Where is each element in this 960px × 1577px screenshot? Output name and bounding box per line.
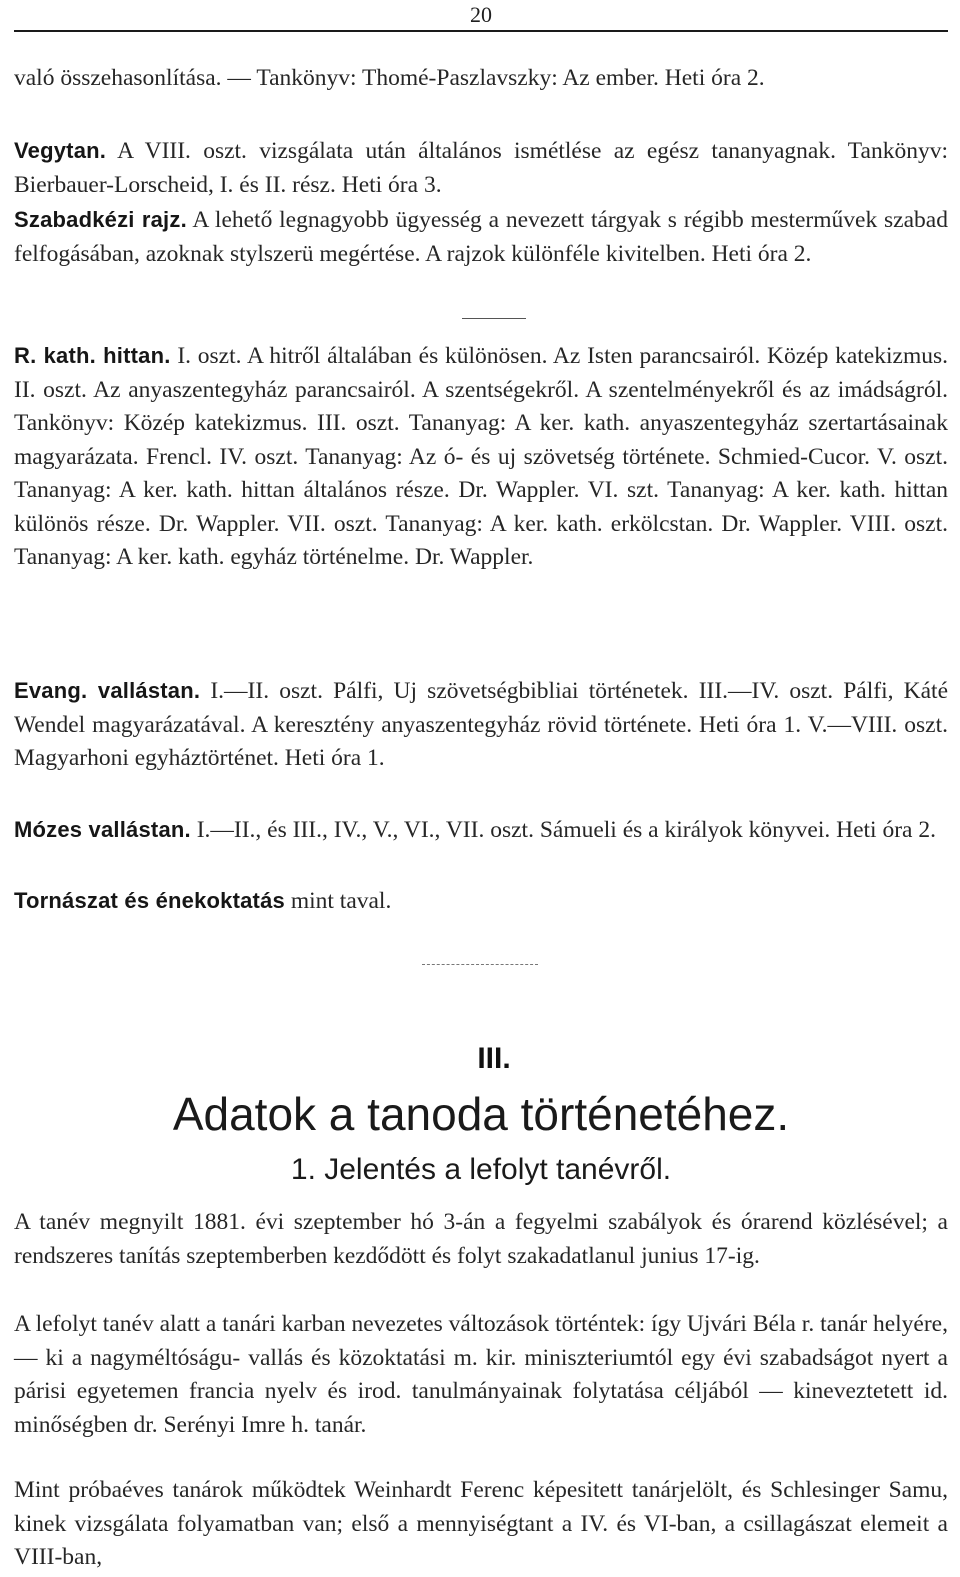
chapter-title: Adatok a tanoda történetéhez. bbox=[172, 1088, 790, 1140]
report-paragraph: A tanév megnyilt 1881. évi szeptember hó 3-án a fegyelmi szabályok és órarend közlésével; a rendszeres tanítás szeptemberben kezdődött és folyt szakadatlanul junius 17-ig. bbox=[14, 1209, 948, 1269]
page-number: 20 bbox=[470, 2, 492, 27]
subject-name: Szabadkézi rajz. bbox=[14, 207, 187, 232]
subject-paragraph-mozes-vallastan bbox=[14, 813, 948, 848]
separator-rule bbox=[462, 318, 526, 319]
subject-paragraph-evang-vallastan bbox=[14, 674, 948, 776]
report-paragraph: Mint próbaéves tanárok működtek Weinhardt Ferenc képesitett tanárjelölt, és Schlesinger Samu, kinek vizsgálata folyamatban van; első a mennyiségtant a IV. és VI-ban, a csillagászat elemeit a VIII-ban, bbox=[14, 1477, 948, 1570]
subject-text: I. oszt. A hitről általában és különösen. Az Isten parancsairól. Közép katekizmus. II. oszt. Az anyaszentegyház parancsairól. A szentségekről. A szentelményekről és az imádságról. Tankönyv: Közép katekizmus. III. oszt. Tananyag: A ker. kath. anyaszentegyház szertartásainak magyarázata. Frencl. IV. oszt. Tananyag: Az ó- és uj szövetség története. Schmied-Cucor. V. oszt. Tananyag: A ker. kath. hittan általános része. Dr. Wappler. VI. szt. Tananyag: A ker. kath. hittan különös része. Dr. Wappler. VII. oszt. Tananyag: A ker. kath. erkölcstan. Dr. Wappler. VIII. oszt. Tananyag: A ker. kath. egyház történelme. Dr. Wappler. bbox=[14, 343, 948, 570]
subject-text: A lehető legnagyobb ügyesség a nevezett tárgyak s régibb mesterművek szabad felfogásában, azoknak stylszerü megértése. A rajzok különféle kivitelben. Heti óra 2. bbox=[14, 207, 948, 267]
subject-text: I.—II. oszt. Pálfi, Uj szövetségbibliai történetek. III.—IV. oszt. Pálfi, Káté Wendel magyarázatával. A keresztény anyaszentegyház rövid története. Heti óra 1. V.—VIII. oszt. Magyarhoni egyháztörténet. Heti óra 1. bbox=[14, 678, 948, 771]
section-number: III. bbox=[477, 1042, 511, 1075]
subject-paragraph-vegytan bbox=[14, 134, 948, 202]
subject-name: Vegytan. bbox=[14, 138, 107, 163]
subject-text: A VIII. oszt. vizsgálata után általános ismétlése az egész tananyagnak. Tankönyv: Bierbauer-Lorscheid, I. és II. rész. Heti óra 3. bbox=[14, 138, 948, 198]
subsection-title: 1. Jelentés a lefolyt tanévről. bbox=[290, 1153, 672, 1186]
subject-name: Mózes vallástan. bbox=[14, 817, 191, 842]
subject-paragraph-szabadkezi-rajz bbox=[14, 203, 948, 271]
subject-name: Evang. vallástan. bbox=[14, 678, 201, 703]
report-paragraph: A lefolyt tanév alatt a tanári karban nevezetes változások történtek: így Ujvári Béla r. tanár helyére, — ki a nagyméltóságu- vallás és közoktatási m. kir. miniszteriumtól egy évi szabadságot nyert a párisi egyetemen francia nyelv és irod. tanulmányainak folytatása céljából — kineveztetett id. minőségben dr. Serényi Imre h. tanár. bbox=[14, 1311, 948, 1438]
subject-name: R. kath. hittan. bbox=[14, 343, 171, 368]
subject-text: mint taval. bbox=[290, 888, 392, 914]
header-rule bbox=[14, 30, 948, 32]
subject-name: Tornászat és énekoktatás bbox=[14, 888, 285, 913]
subject-text: I.—II., és III., IV., V., VI., VII. oszt. Sámueli és a királyok könyvei. Heti óra 2. bbox=[196, 817, 936, 843]
subject-paragraph-tornaszat bbox=[14, 884, 948, 919]
subject-paragraph-kath-hittan bbox=[14, 339, 948, 575]
section-divider bbox=[422, 964, 538, 965]
intro-text: való összehasonlítása. — Tankönyv: Thomé-Paszlavszky: Az ember. Heti óra 2. bbox=[14, 65, 765, 91]
intro-paragraph bbox=[14, 62, 948, 96]
